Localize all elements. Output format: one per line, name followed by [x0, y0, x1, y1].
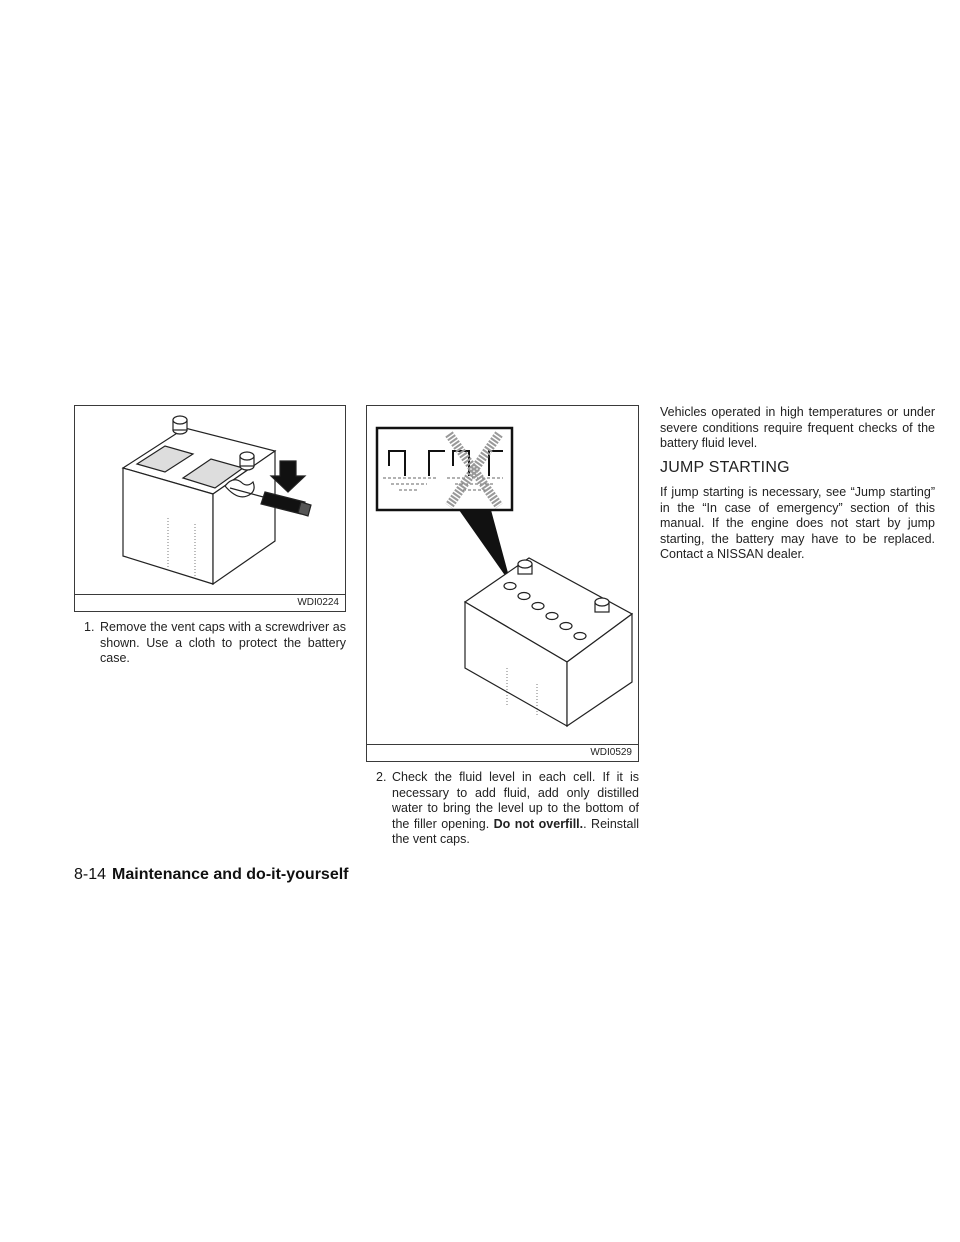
section-title: Maintenance and do-it-yourself	[112, 866, 349, 883]
page-footer	[74, 866, 349, 884]
step-text-after: . Reinstall the vent caps.	[392, 816, 639, 846]
figure-battery-vent-caps	[74, 405, 346, 612]
step-text-before: Check the fluid level in each cell. If it is necessary to add fluid, add only distilled water to bring the level up to the bottom of the filler opening.	[392, 770, 639, 831]
figure-code: WDI0529	[590, 747, 632, 758]
step-text: Remove the vent caps with a screwdriver as shown. Use a cloth to protect the battery case.	[100, 620, 346, 665]
figure-battery-fluid-level	[366, 405, 639, 762]
step-emphasis: Do not overfill.	[493, 816, 584, 831]
battery-fluid-level-illustration	[367, 406, 638, 746]
body-paragraph: If jump starting is necessary, see “Jump starting” in the “In case of emergency” section of this manual. If the engine does not start by jump starting, the battery may have to be replaced. Contact a NISSAN dealer.	[660, 485, 935, 561]
step-2	[376, 770, 639, 848]
battery-screwdriver-illustration	[75, 406, 345, 596]
figure-code: WDI0224	[297, 597, 339, 608]
section-heading: JUMP STARTING	[660, 459, 790, 476]
step-1	[84, 620, 346, 667]
intro-paragraph: Vehicles operated in high temperatures or under severe conditions require frequent checks of the battery fluid level.	[660, 405, 935, 450]
step-number: 1.	[84, 620, 95, 634]
page-number: 8-14	[74, 866, 107, 883]
step-number: 2.	[376, 770, 387, 784]
step-text	[376, 770, 639, 848]
